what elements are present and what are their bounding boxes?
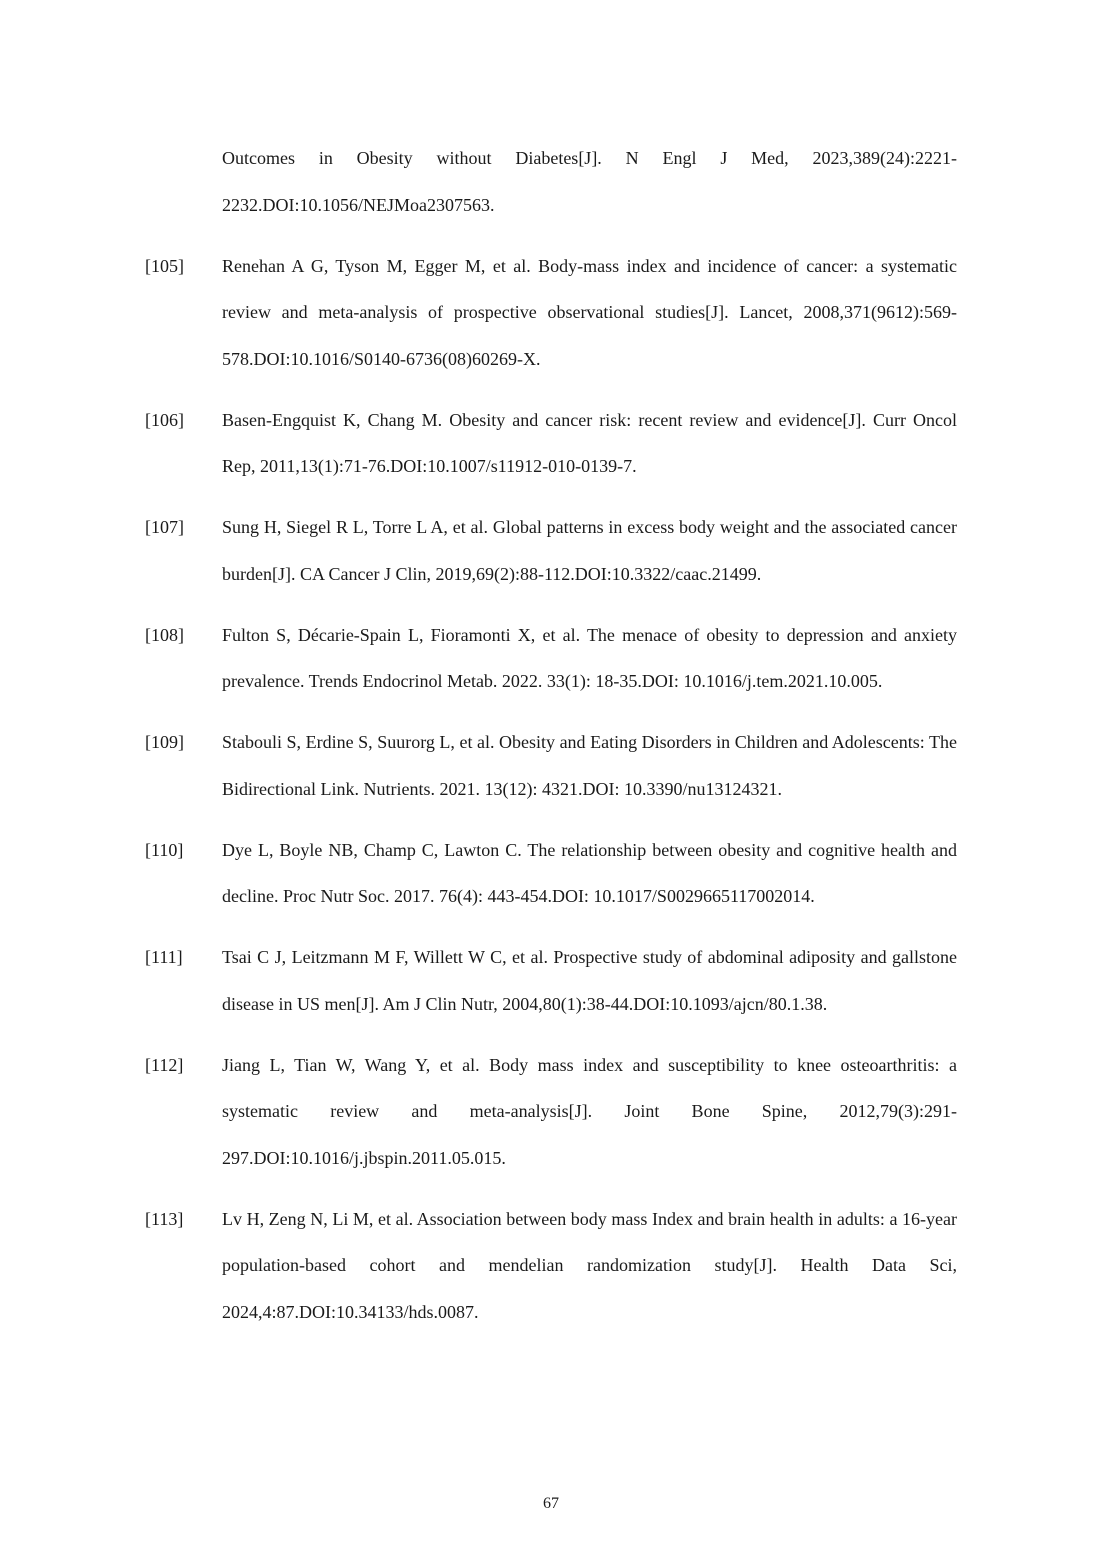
reference-number: [110]: [145, 839, 184, 860]
reference-entry: [145, 612, 957, 705]
reference-entry: [145, 934, 957, 1027]
reference-text: Renehan A G, Tyson M, Egger M, et al. Body-mass index and incidence of cancer: a systematic review and meta-analysis of prospective observational studies[J]. Lancet, 2008,371(9612):569-578.DOI:10.1016/S0140-6736(08)60269-X.: [222, 255, 957, 369]
reference-entry: [145, 135, 957, 228]
reference-number: [109]: [145, 732, 184, 752]
reference-text: Sung H, Siegel R L, Torre L A, et al. Global patterns in excess body weight and the associated cancer burden[J]. CA Cancer J Clin, 2019,69(2):88-112.DOI:10.3322/caac.21499.: [222, 517, 957, 584]
reference-entry: [145, 1196, 957, 1336]
reference-entry: [145, 1042, 957, 1182]
reference-number: [112]: [145, 1054, 184, 1075]
reference-text: Basen-Engquist K, Chang M. Obesity and cancer risk: recent review and evidence[J]. Curr Oncol Rep, 2011,13(1):71-76.DOI:10.1007/s11912-010-0139-7.: [222, 409, 957, 476]
reference-number: [113]: [145, 1208, 184, 1229]
reference-number: [106]: [145, 409, 184, 430]
reference-number: [108]: [145, 624, 184, 645]
reference-entry: [145, 719, 957, 812]
reference-entry: [145, 827, 957, 920]
page-number: 67: [543, 1495, 559, 1512]
reference-text: Fulton S, Décarie-Spain L, Fioramonti X, et al. The menace of obesity to depression and anxiety prevalence. Trends Endocrinol Metab. 2022. 33(1): 18-35.DOI: 10.1016/j.tem.2021.10.005.: [222, 624, 957, 691]
reference-text: Dye L, Boyle NB, Champ C, Lawton C. The relationship between obesity and cognitive health and decline. Proc Nutr Soc. 2017. 76(4): 443-454.DOI: 10.1017/S0029665117002014.: [222, 839, 957, 906]
reference-entry: [145, 504, 957, 597]
reference-number: [105]: [145, 255, 184, 276]
reference-text: Jiang L, Tian W, Wang Y, et al. Body mass index and susceptibility to knee osteoarthritis: a systematic review and meta-analysis[J]. Joint Bone Spine, 2012,79(3):291-297.DOI:10.1016/j.jbspin.2011.05.015.: [222, 1054, 957, 1168]
reference-text: Lv H, Zeng N, Li M, et al. Association between body mass Index and brain health in adults: a 16-year population-based cohort and mendelian randomization study[J]. Health Data Sci, 2024,4:87.DOI:10.34133/hds.0087.: [222, 1208, 957, 1322]
reference-number: [107]: [145, 517, 184, 537]
reference-entry: [145, 243, 957, 383]
reference-text: Tsai C J, Leitzmann M F, Willett W C, et al. Prospective study of abdominal adiposity and gallstone disease in US men[J]. Am J Clin Nutr, 2004,80(1):38-44.DOI:10.1093/ajcn/80.1.38.: [222, 947, 957, 1014]
reference-text: Outcomes in Obesity without Diabetes[J]. N Engl J Med, 2023,389(24):2221-2232.DOI:10.1056/NEJMoa2307563.: [222, 148, 957, 215]
reference-list: [145, 135, 957, 1350]
reference-number: [111]: [145, 947, 183, 967]
reference-text: Stabouli S, Erdine S, Suurorg L, et al. Obesity and Eating Disorders in Children and Adolescents: The Bidirectional Link. Nutrients. 2021. 13(12): 4321.DOI: 10.3390/nu13124321.: [222, 732, 957, 799]
reference-entry: [145, 397, 957, 490]
